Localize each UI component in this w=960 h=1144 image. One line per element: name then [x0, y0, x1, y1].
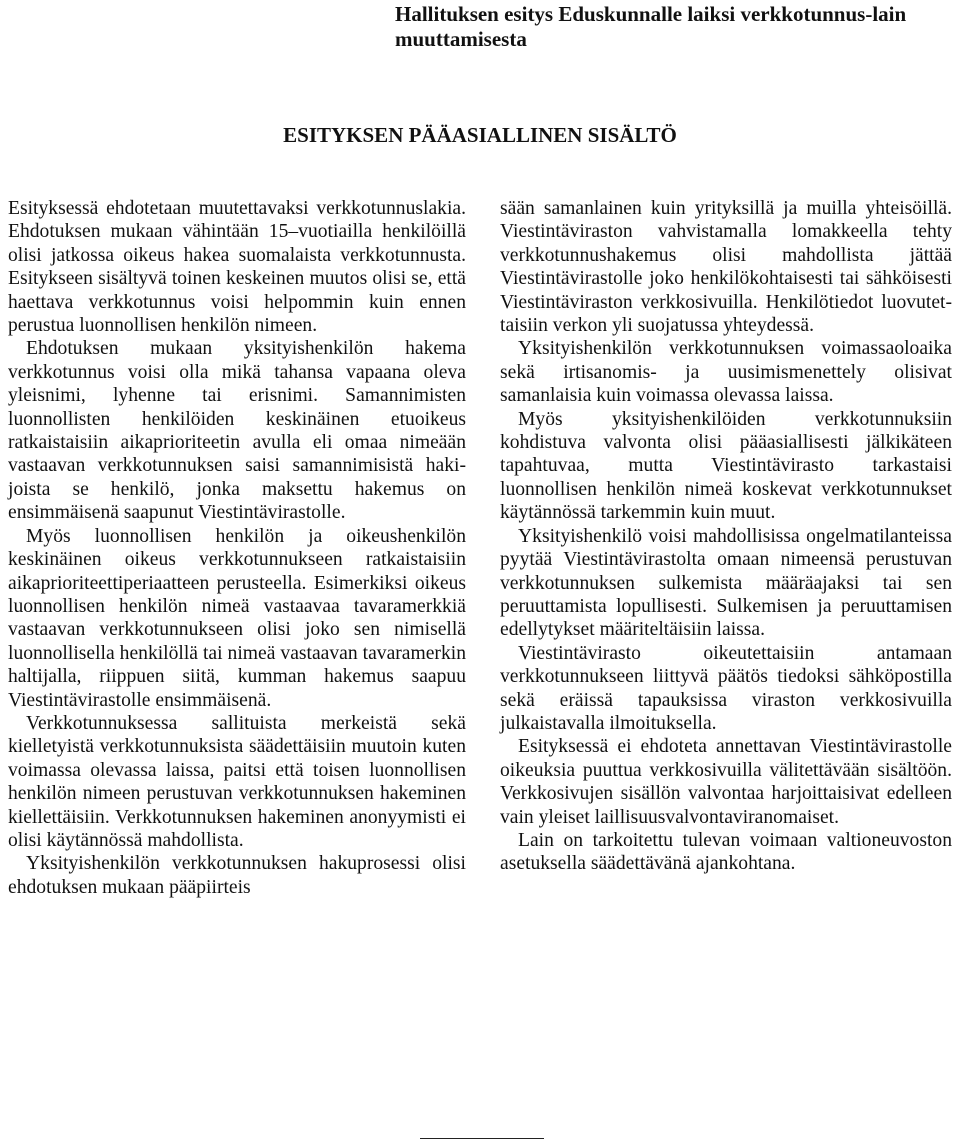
left-text-column	[8, 197, 466, 899]
paragraph: Yksityishenkilön verkkotunnuksen hakuprosessi olisi ehdotuksen mukaan pääpiirteis	[8, 853, 466, 898]
paragraph: Myös yksityishenkilöiden verkkotunnuksiin kohdistuva valvonta olisi pääasiallisesti jälkikäteen tapahtuvaa, mutta Viestintävirasto tarkastaisi luonnollisen henkilön nimeä koskevat verkkotunnukset käytännössä tarkemmin kuin muut.	[500, 408, 952, 524]
paragraph: Viestintävirasto oikeutettaisiin antamaan verkkotunnukseen liittyvä päätös tiedoksi sähköpostilla sekä eräissä tapauksissa viraston verkkosivuilla julkaistavalla ilmoituksella.	[500, 642, 952, 734]
right-text-column	[500, 197, 952, 876]
paragraph: Esityksessä ei ehdoteta annettavan Viestintävirastolle oikeuksia puuttua verkkosivuilla välitettävään sisältöön. Verkkosivujen sisällön valvontaa harjoittaisivat edelleen vain yleiset laillisuusvalvontaviranomaiset.	[500, 736, 952, 828]
paragraph: Esityksessä ehdotetaan muutettavaksi verkkotunnuslakia. Ehdotuksen mukaan vähintään 15–vuotiailla henkilöillä olisi jatkossa oikeus hakea suomalaista verkkotunnusta. Esitykseen sisältyvä toinen keskeinen muutos olisi se, että haettava verkkotunnus voisi helpommin kuin ennen perustua luonnollisen henkilön nimeen.	[8, 198, 466, 337]
paragraph: Ehdotuksen mukaan yksityishenkilön hakema verkkotunnus voisi olla mikä tahansa vapaana oleva yleisnimi, lyhenne tai erisnimi. Samannimisten luonnollisten henkilöiden keskinäinen etuoikeus ratkaistaisiin aikaprioriteetin avulla eli omaa nimeään vastaavan verkkotunnuksen saisi samannimisistä hakijoista se henkilö, jonka maksettu hakemus on ensimmäisenä saapunut Viestintävirastolle.	[8, 338, 466, 524]
document-title: Hallituksen esitys Eduskunnalle laiksi verkkotunnus-lain muuttamisesta	[395, 2, 907, 51]
paragraph: sään samanlainen kuin yrityksillä ja muilla yhteisöillä. Viestintäviraston vahvistamalla lomakkeella tehty verkkotunnushakemus olisi mahdollista jättää Viestintävirastolle joko henkilökohtaisesti tai sähköisesti Viestintäviraston verkkosivuilla. Henkilötiedot luovutettaisiin verkon yli suojatussa yhteydessä.	[500, 198, 952, 337]
summary-heading: ESITYKSEN PÄÄASIALLINEN SISÄLTÖ	[283, 123, 677, 147]
paragraph: Myös luonnollisen henkilön ja oikeushenkilön keskinäinen oikeus verkkotunnukseen ratkaistaisiin aikaprioriteettiperiaatteen perusteella. Esimerkiksi oikeus luonnollisen henkilön nimeä vastaavaa tavaramerkkiä vastaavan verkkotunnukseen olisi joko sen nimisellä luonnollisella henkilöllä tai nimeä vastaavan tavaramerkin haltijalla, riippuen siitä, kumman hakemus saapuu Viestintävirastolle ensimmäisenä.	[8, 525, 466, 711]
footnote-separator-rule	[420, 1138, 544, 1139]
paragraph: Verkkotunnuksessa sallituista merkeistä sekä kielletyistä verkkotunnuksista säädettäisiin muutoin kuten voimassa olevassa laissa, paitsi että toisen luonnollisen henkilön nimeen perustuvan verkkotunnuksen hakeminen kiellettäisiin. Verkkotunnuksen hakeminen anonyymisti ei olisi käytännössä mahdollista.	[8, 712, 466, 851]
paragraph: Yksityishenkilö voisi mahdollisissa ongelmatilanteissa pyytää Viestintävirastolta omaan nimeensä perustuvan verkkotunnuksen sulkemista määräajaksi tai sen peruuttamista lopullisesti. Sulkemisen ja peruuttamisen edellytykset määriteltäisiin laissa.	[500, 525, 952, 641]
paragraph: Yksityishenkilön verkkotunnuksen voimassaoloaika sekä irtisanomis- ja uusimismenettely olisivat samanlaisia kuin voimassa olevassa laissa.	[500, 338, 952, 407]
paragraph: Lain on tarkoitettu tulevan voimaan valtioneuvoston asetuksella säädettävänä ajankohtana.	[500, 829, 952, 875]
